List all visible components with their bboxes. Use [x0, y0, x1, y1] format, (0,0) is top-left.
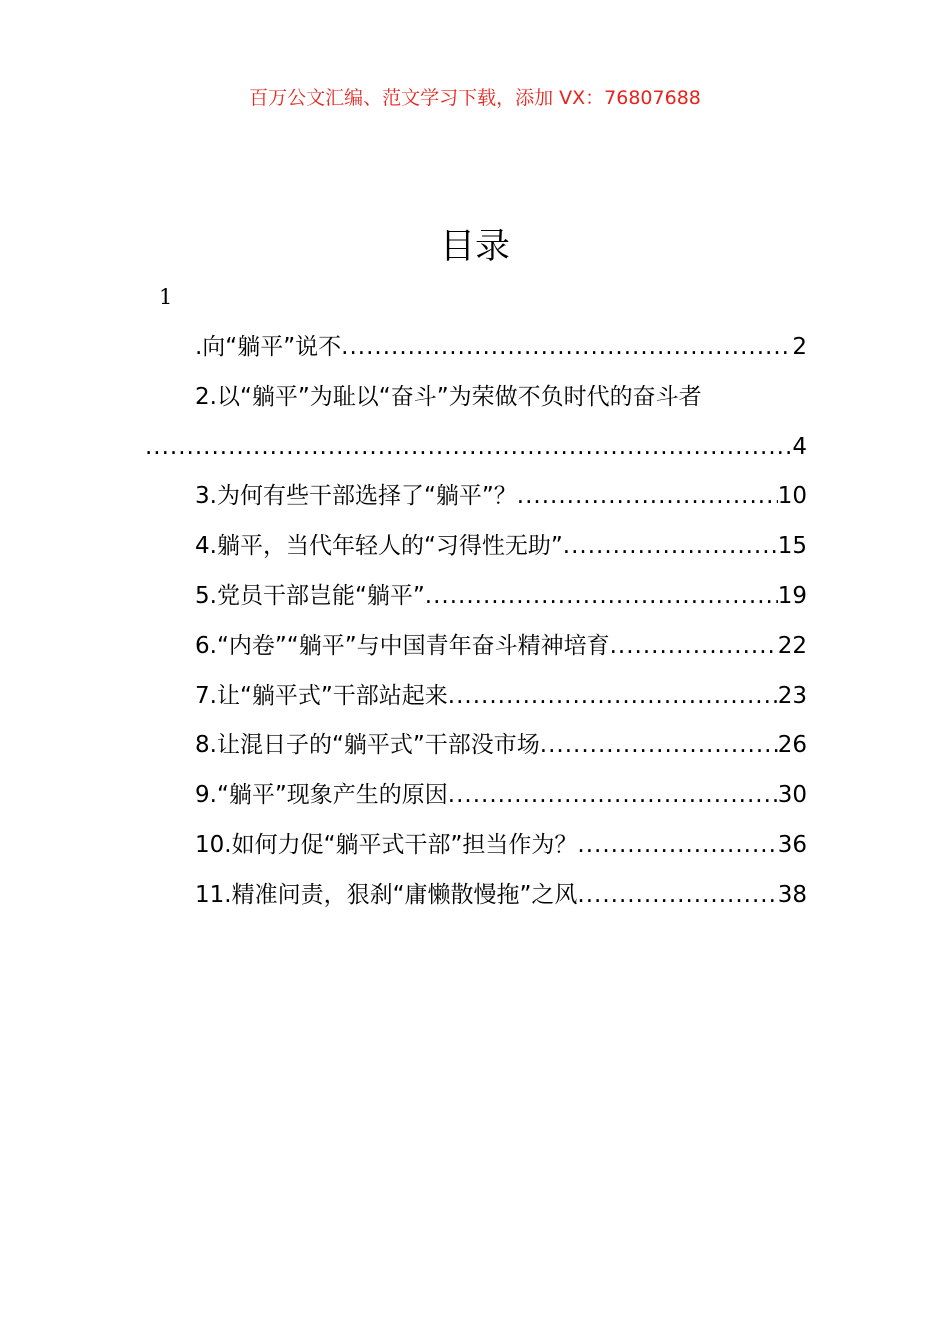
toc-entry-1[interactable]	[145, 325, 807, 375]
toc-entry-9[interactable]	[145, 773, 807, 823]
dot-leader	[448, 773, 778, 817]
dot-leader	[145, 425, 792, 469]
toc-entry-6[interactable]	[145, 624, 807, 674]
toc-entry-page: 30	[777, 782, 807, 809]
toc-entry-page: 2	[792, 334, 807, 360]
toc-entry-title: 7.让“躺平式”干部站起来	[195, 682, 448, 709]
toc-entry-title: .向“躺平”说不	[195, 334, 342, 360]
toc-entry-page: 4	[792, 433, 807, 460]
toc-entry-page: 23	[777, 682, 807, 709]
toc-entry-continuation	[145, 425, 807, 475]
table-of-contents	[145, 325, 807, 923]
toc-entry-page: 38	[777, 881, 807, 908]
dot-leader	[610, 624, 778, 668]
toc-entry-title: 11.精准问责，狠刹“庸懒散慢拖”之风	[195, 881, 578, 908]
toc-entry-5[interactable]	[145, 574, 807, 624]
dot-leader	[341, 325, 792, 369]
toc-entry-title: 9.“躺平”现象产生的原因	[195, 782, 448, 809]
stray-number: 1	[159, 285, 173, 309]
toc-entry-8[interactable]	[145, 723, 807, 773]
toc-entry-11[interactable]	[145, 873, 807, 923]
toc-entry-page: 19	[777, 582, 807, 609]
toc-entry-3[interactable]	[145, 474, 807, 524]
toc-entry-2[interactable]	[145, 375, 807, 475]
toc-entry-page: 15	[777, 533, 807, 560]
dot-leader	[448, 674, 778, 718]
dot-leader	[425, 574, 778, 618]
toc-entry-7[interactable]	[145, 674, 807, 724]
toc-entry-4[interactable]	[145, 524, 807, 574]
toc-entry-page: 10	[777, 483, 807, 510]
dot-leader	[577, 823, 777, 867]
toc-entry-title: 8.让混日子的“躺平式”干部没市场	[195, 732, 540, 759]
toc-entry-page: 26	[777, 732, 807, 759]
toc-entry-title: 5.党员干部岂能“躺平”	[195, 582, 425, 609]
dot-leader	[517, 474, 778, 518]
toc-entry-page: 22	[777, 632, 807, 659]
page-title: 目录	[439, 227, 510, 267]
toc-entry-title: 6.“内卷”“躺平”与中国青年奋斗精神培育	[195, 632, 610, 659]
toc-entry-title: 3.为何有些干部选择了“躺平”？	[195, 483, 517, 510]
toc-entry-title: 10.如何力促“躺平式干部”担当作为？	[195, 831, 578, 858]
dot-leader	[540, 723, 778, 767]
dot-leader	[563, 524, 778, 568]
toc-entry-10[interactable]	[145, 823, 807, 873]
dot-leader	[577, 873, 777, 917]
toc-entry-title: 4.躺平，当代年轻人的“习得性无助”	[195, 533, 563, 560]
toc-entry-page: 36	[777, 831, 807, 858]
toc-entry-title: 2.以“躺平”为耻以“奋斗”为荣做不负时代的奋斗者	[195, 383, 702, 410]
header-banner: 百万公文汇编、范文学习下载，添加 VX：76807688	[249, 87, 701, 109]
